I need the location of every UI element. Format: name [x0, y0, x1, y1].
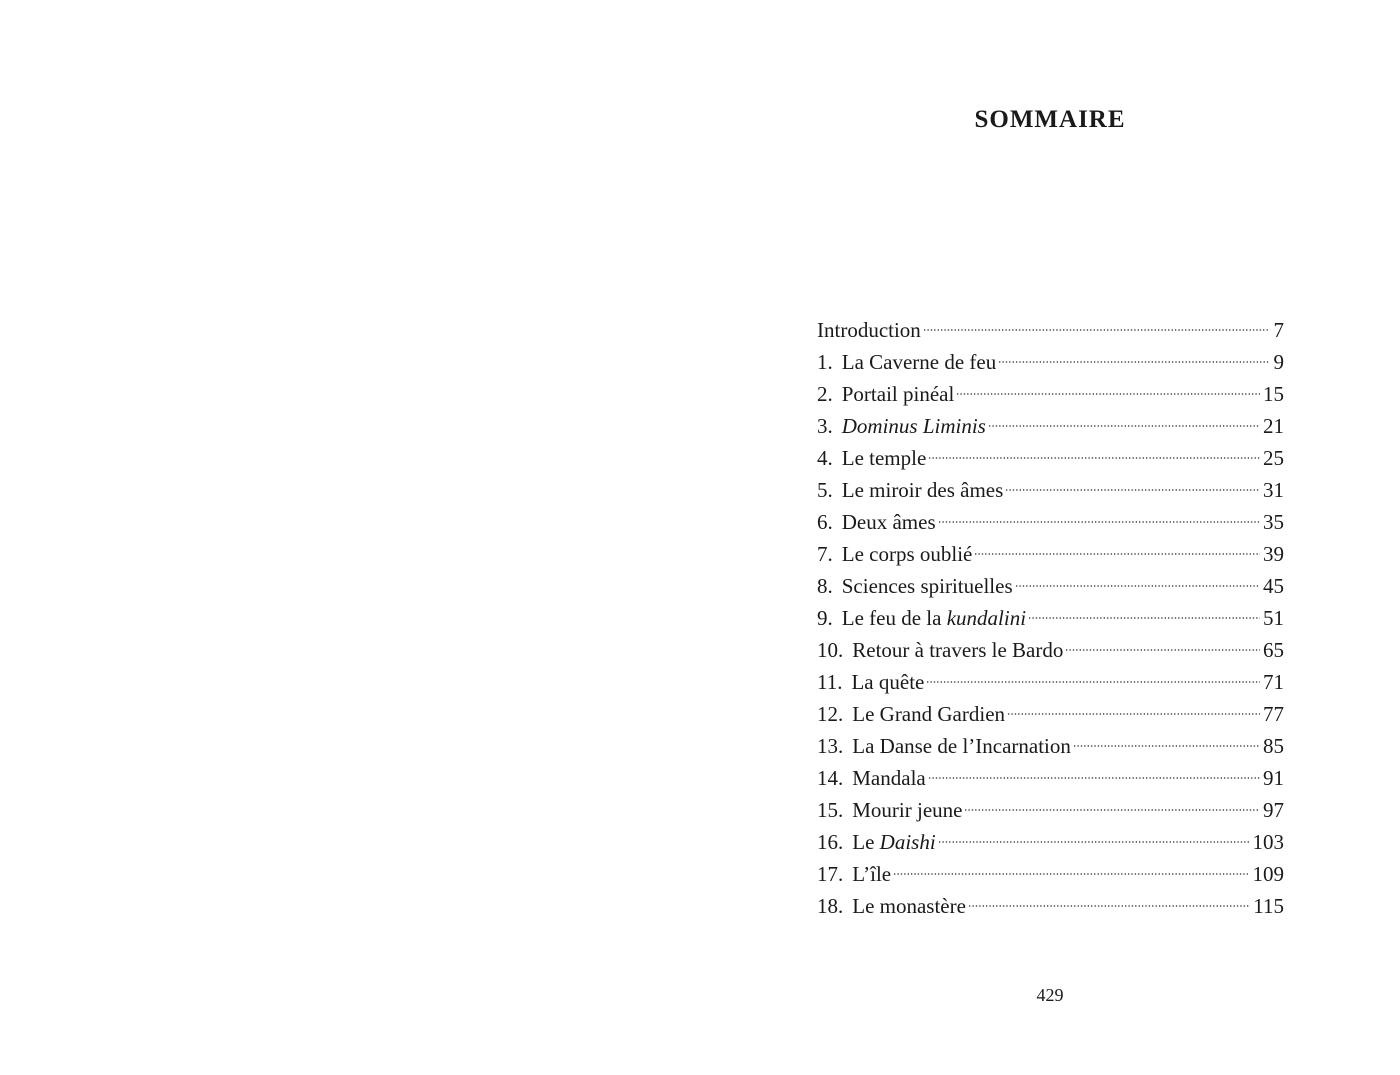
- toc-entry-number: 5.: [817, 478, 833, 502]
- toc-entry[interactable]: [817, 602, 1284, 634]
- toc-entry-title: [817, 314, 921, 346]
- toc-entry-title-part: Le: [852, 830, 880, 854]
- toc-entry-page-number: 115: [1253, 894, 1284, 918]
- toc-entry-number: 15.: [817, 798, 844, 822]
- toc-entry-title: [852, 794, 962, 826]
- toc-entry-page-number: 25: [1263, 446, 1284, 470]
- dot-leader: [923, 329, 1269, 331]
- toc-entry[interactable]: [817, 762, 1284, 794]
- toc-entry[interactable]: [817, 698, 1284, 730]
- toc-entry-title-part: Le Grand Gardien: [852, 702, 1006, 726]
- dot-leader: [1007, 713, 1260, 715]
- toc-entry-title-part: Dominus Liminis: [841, 414, 986, 438]
- dot-leader: [928, 457, 1260, 459]
- toc-entry-title-part: Le corps oublié: [841, 542, 973, 566]
- toc-entry-title: [852, 762, 925, 794]
- toc-entry-number: 4.: [817, 446, 833, 470]
- toc-entry-number: 2.: [817, 382, 833, 406]
- toc-entry-page-number: 51: [1263, 606, 1284, 630]
- toc-entry-page-number: 71: [1263, 670, 1284, 694]
- toc-entry[interactable]: [817, 634, 1284, 666]
- toc-entry-page-number: 21: [1263, 414, 1284, 438]
- table-of-contents: [817, 314, 1284, 922]
- toc-entry-title: [842, 506, 936, 538]
- toc-entry-title-part: La Danse de l’Incarnation: [852, 734, 1071, 758]
- toc-entry[interactable]: [817, 346, 1284, 378]
- toc-entry-title-part: Mourir jeune: [852, 798, 963, 822]
- toc-entry-title-part: Mandala: [852, 766, 926, 790]
- toc-entry[interactable]: [817, 474, 1284, 506]
- toc-entry[interactable]: [817, 378, 1284, 410]
- toc-entry-title: [842, 410, 986, 442]
- toc-entry[interactable]: [817, 666, 1284, 698]
- toc-entry-page-number: 45: [1263, 574, 1284, 598]
- dot-leader: [1065, 649, 1260, 651]
- dot-leader: [956, 393, 1260, 395]
- toc-entry[interactable]: [817, 794, 1284, 826]
- toc-entry-title: [842, 346, 997, 378]
- toc-entry-page-number: 109: [1252, 862, 1284, 886]
- toc-entry-title: [852, 890, 966, 922]
- toc-entry-number: 9.: [817, 606, 833, 630]
- toc-entry-page-number: 35: [1263, 510, 1284, 534]
- toc-entry-title: [852, 698, 1005, 730]
- dot-leader: [938, 841, 1250, 843]
- toc-entry[interactable]: [817, 442, 1284, 474]
- toc-entry-number: 10.: [817, 638, 844, 662]
- toc-entry-number: 7.: [817, 542, 833, 566]
- toc-entry-number: 14.: [817, 766, 844, 790]
- toc-entry-page-number: 39: [1263, 542, 1284, 566]
- toc-entry-title: [842, 378, 955, 410]
- dot-leader: [928, 777, 1260, 779]
- toc-entry-page-number: 85: [1263, 734, 1284, 758]
- toc-entry-title: [842, 602, 1026, 634]
- toc-entry-title: [842, 442, 927, 474]
- toc-entry[interactable]: [817, 826, 1284, 858]
- toc-entry-title-part: Daishi: [879, 830, 936, 854]
- dot-leader: [1005, 489, 1260, 491]
- toc-title-text: SOMMAIRE: [974, 106, 1126, 133]
- toc-entry-title: [852, 826, 935, 858]
- toc-entry[interactable]: [817, 570, 1284, 602]
- toc-entry-title-part: L’île: [852, 862, 892, 886]
- dot-leader: [893, 873, 1249, 875]
- toc-entry[interactable]: [817, 314, 1284, 346]
- toc-entry-page-number: 91: [1263, 766, 1284, 790]
- toc-title: [700, 106, 1400, 134]
- toc-entry-number: 13.: [817, 734, 844, 758]
- toc-entry-title-part: Introduction: [817, 318, 921, 342]
- dot-leader: [964, 809, 1260, 811]
- dot-leader: [1028, 617, 1260, 619]
- toc-entry[interactable]: [817, 410, 1284, 442]
- toc-entry-title-part: Retour à travers le Bardo: [852, 638, 1064, 662]
- dot-leader: [998, 361, 1269, 363]
- toc-entry-title-part: Le monastère: [852, 894, 966, 918]
- toc-entry-title: [842, 474, 1004, 506]
- toc-entry-number: 11.: [817, 670, 843, 694]
- toc-entry-page-number: 7: [1273, 318, 1284, 342]
- dot-leader: [988, 425, 1260, 427]
- toc-entry-page-number: 15: [1263, 382, 1284, 406]
- toc-entry-page-number: 31: [1263, 478, 1284, 502]
- dot-leader: [938, 521, 1260, 523]
- toc-entry[interactable]: [817, 890, 1284, 922]
- toc-entry[interactable]: [817, 506, 1284, 538]
- toc-entry-number: 1.: [817, 350, 833, 374]
- toc-entry-page-number: 9: [1273, 350, 1284, 374]
- toc-entry-title-part: La quête: [851, 670, 925, 694]
- toc-entry-title: [851, 666, 924, 698]
- toc-entry-number: 16.: [817, 830, 844, 854]
- page-number: 429: [1036, 985, 1064, 1005]
- toc-entry[interactable]: [817, 538, 1284, 570]
- toc-entry-page-number: 103: [1252, 830, 1284, 854]
- dot-leader: [974, 553, 1260, 555]
- toc-entry-number: 12.: [817, 702, 844, 726]
- dot-leader: [926, 681, 1260, 683]
- toc-entry-number: 8.: [817, 574, 833, 598]
- dot-leader: [968, 905, 1250, 907]
- toc-entry-title-part: Portail pinéal: [841, 382, 955, 406]
- dot-leader: [1073, 745, 1260, 747]
- dot-leader: [1015, 585, 1260, 587]
- toc-entry-title: [842, 570, 1013, 602]
- toc-entry[interactable]: [817, 858, 1284, 890]
- toc-entry-title-part: La Caverne de feu: [841, 350, 997, 374]
- toc-entry-title-part: Le miroir des âmes: [841, 478, 1004, 502]
- toc-entry-number: 18.: [817, 894, 844, 918]
- right-page: [700, 0, 1400, 1075]
- toc-entry-number: 6.: [817, 510, 833, 534]
- toc-entry-page-number: 97: [1263, 798, 1284, 822]
- toc-entry-title: [852, 730, 1071, 762]
- toc-entry-title-part: Deux âmes: [841, 510, 936, 534]
- toc-entry-title-part: Sciences spirituelles: [841, 574, 1013, 598]
- toc-entry-page-number: 77: [1263, 702, 1284, 726]
- toc-entry-title-part: kundalini: [946, 606, 1027, 630]
- toc-entry-page-number: 65: [1263, 638, 1284, 662]
- toc-entry-number: 3.: [817, 414, 833, 438]
- toc-entry-title: [852, 858, 891, 890]
- toc-entry-title: [852, 634, 1063, 666]
- toc-entry[interactable]: [817, 730, 1284, 762]
- toc-entry-title: [842, 538, 973, 570]
- toc-entry-number: 17.: [817, 862, 844, 886]
- toc-entry-title-part: Le feu de la: [841, 606, 947, 630]
- toc-entry-title-part: Le temple: [841, 446, 927, 470]
